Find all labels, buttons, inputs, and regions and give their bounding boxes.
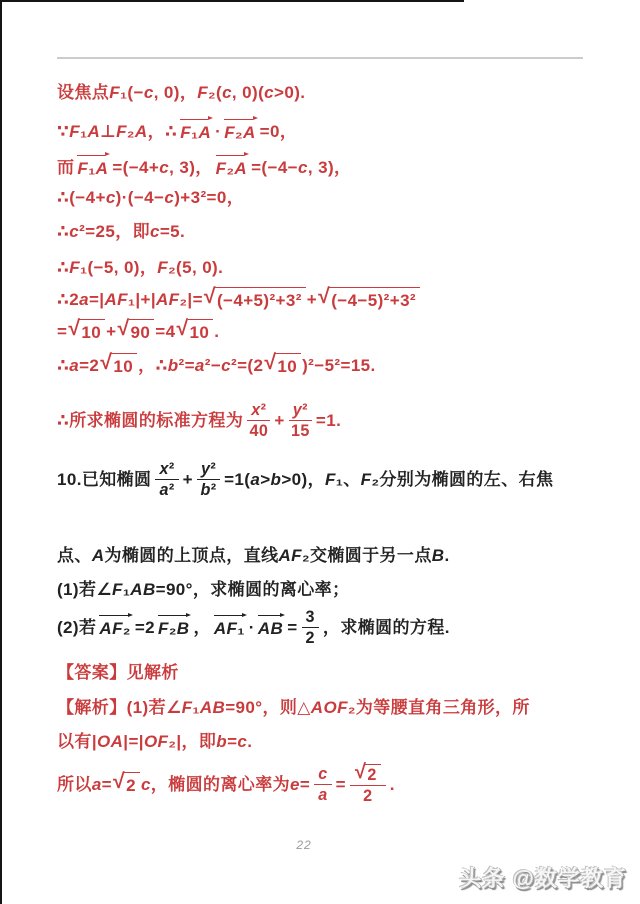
fraction-numerator: [350, 761, 386, 786]
fraction: [289, 401, 312, 440]
analysis-line-2: [57, 730, 252, 754]
solution-line-2: [57, 118, 297, 145]
radical-term: [264, 350, 301, 379]
radical-term: [318, 284, 420, 313]
radical-term: [100, 350, 137, 379]
math-run: F₁: [325, 469, 344, 489]
text-run: (2)若: [57, 617, 97, 637]
solution-line-1: [57, 81, 305, 105]
scan-border-top: [0, 0, 464, 2]
text-run: 而: [57, 157, 75, 177]
fraction-numerator: y ²: [289, 401, 312, 421]
text-run: 即: [132, 222, 150, 241]
solution-line-5: [57, 220, 185, 244]
radicand: 10: [188, 319, 214, 345]
analysis-line-3: [57, 761, 395, 806]
text-run: ，求椭圆的方程.: [322, 617, 450, 637]
solution-line-3: [57, 154, 351, 181]
math-run: △AOF₂: [297, 698, 356, 717]
fraction: [155, 460, 178, 499]
fraction-numerator: x ²: [247, 401, 270, 421]
radical-sign-icon: √: [203, 284, 216, 308]
fraction: [247, 401, 270, 440]
fraction-numerator: c: [314, 765, 331, 785]
radical-sign-icon: √: [264, 350, 277, 374]
radical-sign-icon: √: [113, 768, 126, 793]
text-run: ，求椭圆的离心率；: [192, 580, 350, 599]
math-run: e=: [290, 774, 311, 794]
math-run: .: [389, 774, 395, 794]
math-run: +: [306, 290, 318, 309]
fraction-denominator: 15: [290, 422, 310, 441]
radical-sign-icon: √: [117, 316, 130, 340]
math-run: +: [182, 469, 193, 489]
math-run: =: [57, 322, 68, 341]
text-run: 10.已知椭圆: [57, 469, 152, 489]
problem-10-part-2: [57, 608, 450, 647]
fraction-denominator: 2: [363, 787, 373, 806]
text-run: 为等腰直角三角形，所: [355, 698, 530, 717]
problem-10-line-1: [57, 460, 553, 499]
fraction-numerator: x ²: [155, 460, 178, 480]
fraction-denominator: 40: [249, 422, 269, 441]
page-number: 22: [296, 838, 312, 852]
text-run: ，椭圆的离心率为: [150, 774, 290, 794]
scan-border-left: [0, 0, 2, 904]
radical-term: [203, 284, 306, 313]
math-run: ∴F₁(−5, 0)，F₂(5, 0).: [57, 258, 224, 277]
math-run: B.: [431, 546, 450, 565]
analysis-line-1: [57, 696, 530, 720]
fraction-denominator: b²: [200, 481, 217, 500]
text-run: 【解析】(1)若: [57, 698, 166, 717]
math-run: c: [140, 774, 151, 794]
math-run: =0，: [259, 121, 298, 141]
vector-term: AF₂: [98, 614, 132, 641]
math-run: A: [91, 546, 105, 565]
fraction-numerator: y ²: [197, 460, 220, 480]
solution-line-10: [57, 401, 341, 440]
fraction-numerator: 3: [302, 608, 319, 628]
radicand: 10: [275, 353, 301, 379]
header-separator-line: [57, 57, 583, 59]
solution-line-7: [57, 284, 421, 313]
math-run: ，∴b²=a²−c²=(2: [138, 356, 264, 375]
math-run: ·: [248, 617, 255, 637]
math-run: b=c.: [216, 732, 253, 751]
solution-line-9: [57, 350, 376, 379]
text-run: ，: [193, 617, 211, 637]
math-run: ∴2a=|AF₁|+|AF₂|=: [57, 290, 203, 309]
problem-10-line-2: [57, 544, 450, 568]
math-run: +: [274, 410, 285, 430]
radical-term: [113, 768, 140, 798]
math-run: )²−5²=15.: [302, 356, 376, 375]
radical-sign-icon: √: [100, 350, 113, 374]
math-run: F₁(−c, 0)，F₂(c, 0)(c>0).: [109, 83, 306, 102]
fraction: [314, 765, 331, 804]
text-run: 设焦点: [57, 83, 110, 102]
vector-term: F₁A: [179, 118, 213, 145]
radicand: 10: [111, 353, 137, 379]
vector-term: F₂A: [215, 154, 249, 181]
math-run: +: [106, 322, 117, 341]
math-run: =1.: [315, 410, 342, 430]
math-run: =(−4+c, 3)，: [112, 157, 213, 177]
solution-line-8: [57, 316, 220, 345]
text-run: 交椭圆于另一点: [309, 546, 432, 565]
radical-term: [117, 316, 154, 345]
math-run: ∴(−4+c)·(−4−c)+3²=0，: [57, 188, 245, 207]
vector-term: AB: [257, 614, 285, 641]
math-run: =2: [134, 617, 156, 637]
math-run: =: [287, 617, 298, 637]
radicand: 10: [79, 319, 105, 345]
math-run: =: [335, 774, 346, 794]
fraction: [197, 460, 220, 499]
problem-10-part-1: [57, 578, 349, 602]
fraction: [302, 608, 319, 647]
radicand: (−4+5)²+3²: [215, 287, 306, 313]
text-run: (1)若: [57, 580, 97, 599]
text-run: 【答案】见解析: [57, 663, 179, 682]
vector-term: F₂A: [223, 118, 257, 145]
radicand: 2: [365, 764, 380, 784]
math-run: ∵F₁A⊥F₂A，∴: [57, 121, 178, 141]
radicand: (−4−5)²+3²: [329, 287, 420, 313]
watermark-toutiao: 头条 @数学教育: [459, 866, 627, 891]
math-run: F₂: [360, 469, 380, 489]
radicand: 90: [129, 319, 155, 345]
math-run: =4: [155, 322, 176, 341]
text-run: 以有: [57, 732, 92, 751]
text-run: ，: [307, 469, 325, 489]
fraction: [350, 761, 386, 806]
text-run: ，即: [181, 732, 217, 751]
math-run: AF₂: [278, 546, 310, 565]
radical-sign-icon: √: [176, 316, 189, 340]
vector-term: F₁A: [76, 154, 110, 181]
math-run: |OA|=|OF₂|: [91, 732, 182, 751]
solution-line-4: [57, 186, 244, 210]
text-run: 、: [343, 469, 361, 489]
radicand: 2: [124, 772, 140, 798]
fraction-denominator: a²: [159, 481, 175, 500]
text-run: ，则: [262, 698, 298, 717]
math-run: a=: [91, 774, 112, 794]
text-run: 点、: [57, 546, 92, 565]
math-run: ∴c²=25，: [57, 222, 133, 241]
radical-term: [354, 761, 381, 784]
text-run: ∴所求椭圆的标准方程为: [57, 410, 244, 430]
math-run: c=5.: [150, 222, 186, 241]
vector-term: F₂B: [157, 614, 191, 641]
radical-term: [68, 316, 105, 345]
math-run: ∠F₁AB=90°: [96, 580, 193, 599]
fraction-denominator: a: [318, 786, 328, 805]
solution-line-6: [57, 256, 223, 280]
answer-label-line: [57, 661, 179, 685]
text-run: 分别为椭圆的左、右焦: [379, 469, 554, 489]
math-run: ∠F₁AB=90°: [165, 698, 263, 717]
radical-sign-icon: √: [318, 284, 331, 308]
radical-term: [176, 316, 213, 345]
math-run: .: [214, 322, 220, 341]
fraction-denominator: 2: [305, 629, 315, 648]
math-run: ∴a=2: [57, 356, 100, 375]
text-run: 为椭圆的上顶点，直线: [104, 546, 279, 565]
math-run: =(−4−c, 3)，: [251, 157, 352, 177]
math-run: =1(a>b>0): [224, 469, 308, 489]
vector-term: AF₁: [213, 614, 247, 641]
math-run: ·: [215, 121, 222, 141]
text-run: 所以: [57, 774, 92, 794]
radical-sign-icon: √: [354, 761, 367, 783]
radical-sign-icon: √: [68, 316, 81, 340]
